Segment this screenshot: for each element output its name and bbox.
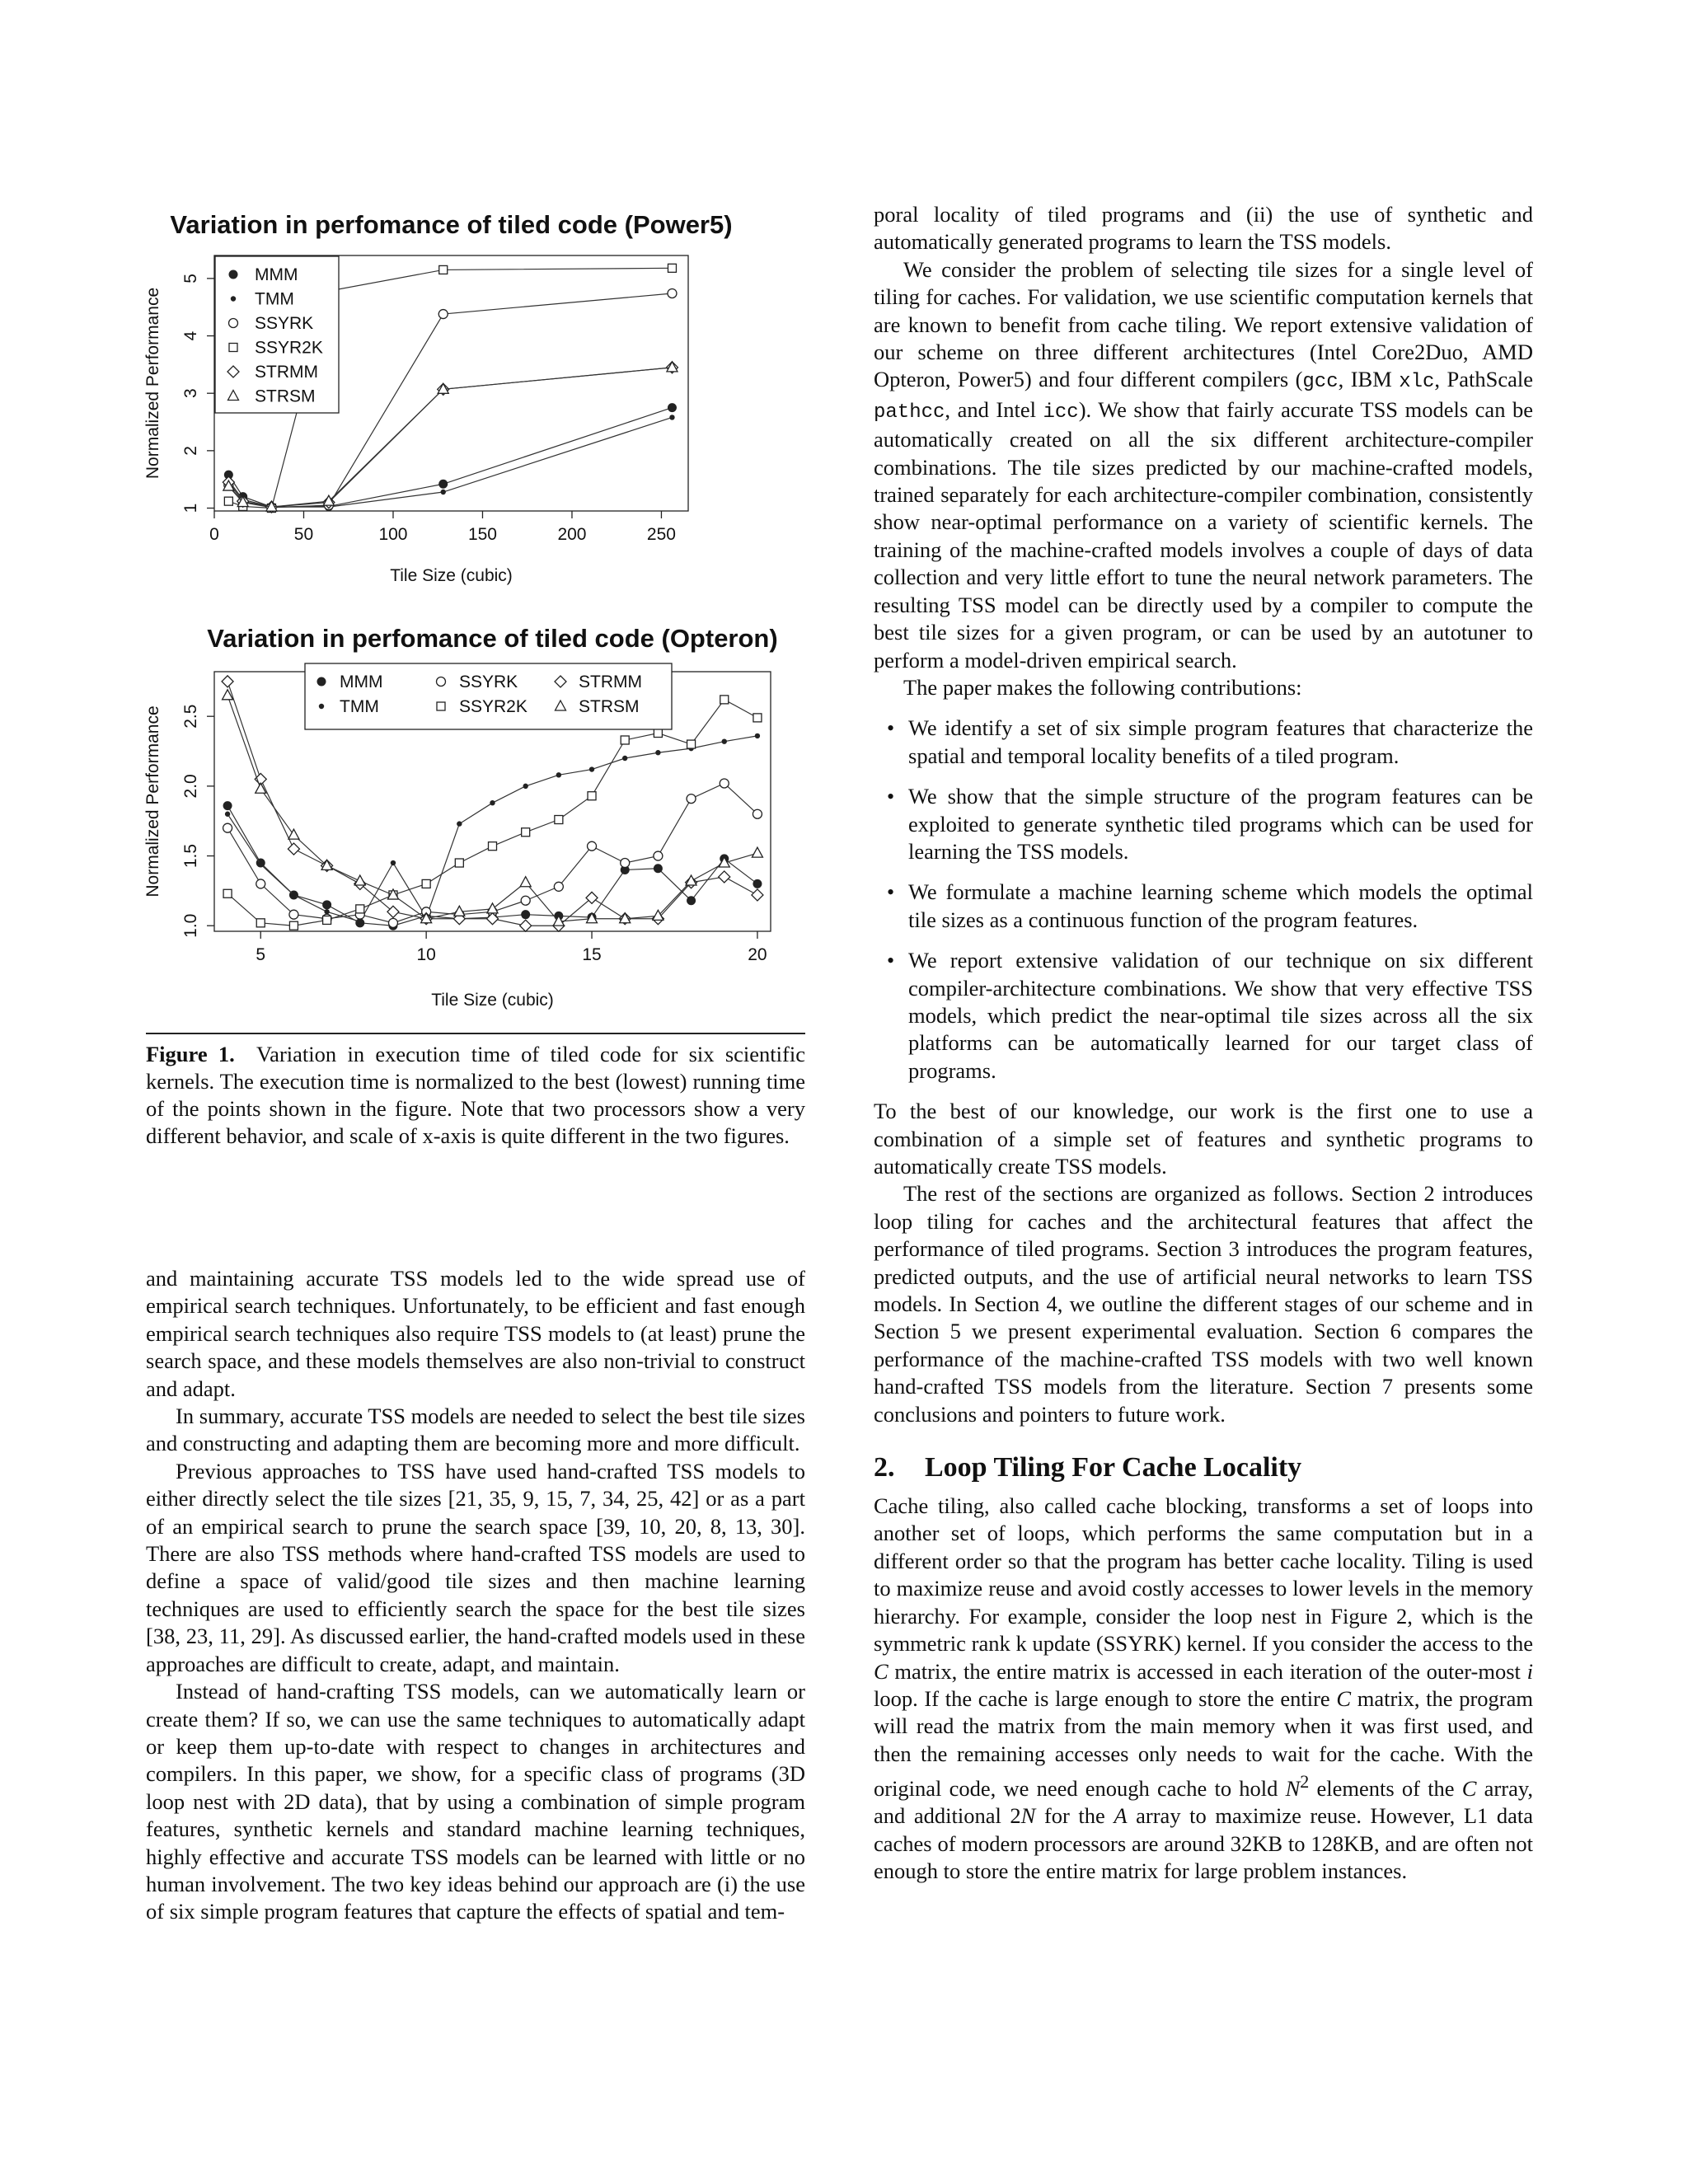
data-point: [391, 860, 396, 865]
paragraph: Instead of hand-crafting TSS models, can we automatically learn or create them? If so, we can use the same techniques to automatically adapt or keep them up-to-date with respect to changes in architectures and compilers. In this paper, we show, for a specific class of programs (3D loop nest with 2D data), that by using a combination of simple program features, synthetic kernels and standard machine learning techniques, highly effective and accurate TSS models can be learned with little or no human involvement. The two key ideas behind our approach are (i) the use of six simple program features that capture the effects of spatial and tem-: [146, 1679, 805, 1924]
data-point: [288, 829, 299, 839]
legend-label: STRSM: [579, 697, 640, 716]
list-item: • We report extensive validation of our technique on six different compiler-architecture combinations. We show that very effective TSS models, which predict the near-optimal tile sizes across all the six platforms can be automatically learned for our target class of programs.: [908, 947, 1533, 1085]
math-var: N: [1285, 1775, 1301, 1801]
y-tick-label: 2.5: [181, 704, 200, 729]
data-point: [354, 875, 365, 885]
section-title: Loop Tiling For Cache Locality: [925, 1452, 1302, 1483]
y-tick-label: 2.0: [181, 774, 200, 799]
data-point: [441, 490, 446, 494]
series-line: [227, 736, 757, 921]
math-var: C: [874, 1658, 889, 1684]
text-run: for the: [1035, 1803, 1114, 1829]
data-point: [687, 740, 696, 748]
list-item: • We formulate a machine learning scheme which models the optimal tile sizes as a continuous function of the program features.: [908, 879, 1533, 934]
data-point: [223, 823, 232, 832]
data-point: [752, 847, 762, 857]
data-point: [256, 879, 265, 888]
data-point: [556, 772, 561, 777]
data-point: [523, 784, 528, 789]
data-point: [589, 766, 594, 771]
data-point: [554, 882, 563, 891]
paragraph: Previous approaches to TSS have used hand-crafted TSS models to either directly select the tile sizes [21, 35, 9, 15, 7, 34, 25, 42] or as a part of an empirical search to prune the search space [39, 10, 20, 8, 13, 30]. There are also TSS methods where hand-crafted TSS models are used to define a space of valid/good tile sizes and then machine learning techniques are used to efficiently search the space for the best tile sizes [38, 23, 11, 29]. As discussed earlier, the hand-crafted models used in these approaches are difficult to create, adapt, and maintain.: [146, 1458, 805, 1676]
data-point: [438, 480, 448, 489]
data-point: [687, 896, 696, 905]
legend: [305, 663, 672, 729]
y-tick-label: 1.5: [181, 843, 200, 869]
data-point: [322, 900, 331, 909]
legend-marker: [229, 270, 238, 279]
data-point: [258, 862, 263, 867]
left-column: [146, 1265, 805, 1926]
data-point: [719, 871, 730, 883]
list-item: • We identify a set of six simple program features that characterize the spatial and temporal locality benefits of a tiled program.: [908, 715, 1533, 770]
paragraph: In summary, accurate TSS models are needed to select the best tile sizes and constructing and adapting them are becoming more and more difficult.: [146, 1404, 805, 1456]
data-point: [720, 779, 729, 788]
code-pathcc: pathcc: [874, 401, 945, 424]
data-point: [438, 310, 448, 319]
x-tick-label: 20: [748, 945, 767, 964]
code-xlc: xlc: [1399, 371, 1435, 394]
data-point: [324, 909, 329, 914]
math-var: C: [1461, 1775, 1477, 1801]
contributions-list: [874, 715, 1533, 1085]
text-run: elements of the: [1309, 1775, 1462, 1801]
text-run: matrix, the program will read the matrix from the main memory when it was first used, and then the remaining accesses only needs to wait for the cache. With the original code, we need enough cache to hold: [874, 1685, 1533, 1801]
data-point: [687, 794, 696, 804]
figure-caption-text: Variation in execution time of tiled code for six scientific kernels. The execution time is normalized to the best (lowest) running time of the points shown in the figure. Note that two processors show a very different behavior, and scale of x-axis is quite different in the two figures.: [146, 1042, 805, 1148]
x-tick-label: 250: [646, 525, 676, 544]
data-point: [755, 733, 760, 738]
data-point: [422, 879, 430, 888]
section-number: 2.: [874, 1452, 895, 1483]
legend-label: SSYRK: [255, 314, 314, 333]
data-point: [588, 841, 597, 851]
legend-label: STRMM: [255, 363, 318, 382]
legend-label: TMM: [255, 289, 294, 309]
data-point: [654, 864, 663, 873]
data-point: [457, 821, 462, 826]
y-tick-label: 1: [181, 503, 200, 513]
series-line: [228, 417, 672, 507]
data-point: [521, 896, 530, 905]
x-tick-label: 0: [209, 525, 219, 544]
text-run: Cache tiling, also called cache blocking, transforms a set of loops into another set of loops, which performs the same computation but in a different order so that the program has better cache locality. Tiling is used to maximize reuse and avoid costly accesses to lower levels in the memory hierarchy. For example, consider the loop nest in Figure 2, which is the symmetric rank k update (SSYRK) kernel. If you consider the access to the: [874, 1493, 1533, 1657]
data-point: [454, 906, 465, 916]
data-point: [654, 729, 662, 738]
y-tick-label: 4: [181, 330, 200, 341]
data-point: [489, 842, 497, 851]
math-var: i: [1526, 1658, 1533, 1684]
data-point: [289, 910, 298, 919]
x-axis-label: Tile Size (cubic): [390, 566, 513, 585]
series-mmm: [224, 403, 677, 512]
figure-label: Figure 1.: [146, 1042, 235, 1066]
y-axis-label: Normalized Performance: [143, 705, 162, 898]
y-axis-label: Normalized Performance: [143, 287, 162, 480]
data-point: [291, 893, 296, 898]
section-heading: [874, 1451, 1533, 1484]
data-point: [668, 264, 676, 272]
data-point: [522, 828, 530, 837]
data-point: [256, 919, 265, 927]
legend-label: STRSM: [255, 387, 316, 406]
y-tick-label: 3: [181, 388, 200, 399]
text-run: array to maximize reuse. However, L1 data caches of modern processors are around 32KB to 128KB, and are often not enough to store the entire matrix for large problem instances.: [874, 1803, 1533, 1884]
data-point: [622, 756, 627, 761]
data-point: [621, 736, 629, 744]
series-line: [227, 700, 757, 926]
legend-marker: [229, 319, 238, 328]
paragraph: The rest of the sections are organized as follows. Section 2 introduces loop tiling for caches and the architectural features that affect the performance of tiled programs. Section 3 introduces the program features, predicted outputs, and the use of artificial neural networks to learn TSS models. In Section 4, we outline the different stages of our scheme and in Section 5 we present experimental evaluation. Section 6 compares the performance of the machine-crafted TSS models with two well known hand-crafted TSS models from the literature. Section 7 presents some conclusions and pointers to future work.: [874, 1181, 1533, 1427]
text-run: array, and additional 2: [874, 1775, 1533, 1829]
legend-marker: [437, 677, 446, 687]
data-point: [224, 497, 232, 505]
legend-marker: [229, 344, 237, 352]
data-point: [555, 816, 563, 824]
legend-label: SSYR2K: [255, 338, 323, 358]
series-line: [228, 408, 672, 508]
chart-power5: [140, 202, 816, 598]
data-point: [588, 792, 596, 800]
chart-title: Variation in perfomance of tiled code (Power5): [170, 210, 733, 239]
code-gcc: gcc: [1302, 371, 1339, 394]
series-ssyr2k: [223, 696, 762, 930]
data-point: [439, 265, 448, 274]
legend-marker: [437, 702, 445, 710]
paragraph: and maintaining accurate TSS models led to the wide spread use of empirical search techniques. Unfortunately, to be efficient and fast enough empirical search techniques also require TSS models to (at least) prune the search space, and these models themselves are also non-trivial to construct and adapt.: [146, 1266, 805, 1401]
data-point: [288, 843, 299, 855]
paragraph: [874, 1493, 1533, 1886]
data-point: [621, 859, 630, 868]
data-point: [521, 910, 530, 919]
legend-label: MMM: [255, 265, 298, 284]
math-var: C: [1336, 1685, 1352, 1711]
legend-label: MMM: [340, 673, 383, 691]
data-point: [490, 800, 495, 805]
legend-label: TMM: [340, 697, 379, 716]
legend: [215, 256, 339, 413]
data-point: [487, 903, 498, 913]
data-point: [668, 288, 677, 298]
x-tick-label: 15: [582, 945, 602, 964]
right-column: [874, 201, 1533, 1886]
paragraph: The paper makes the following contributions:: [903, 674, 1302, 700]
x-tick-label: 150: [467, 525, 497, 544]
data-point: [669, 415, 674, 419]
data-point: [289, 921, 298, 930]
text-run: , PathScale: [1434, 367, 1533, 392]
x-tick-label: 100: [378, 525, 408, 544]
y-tick-label: 1.0: [181, 913, 200, 938]
legend-label: SSYR2K: [459, 697, 528, 716]
text-run: loop. If the cache is large enough to store the entire: [874, 1685, 1337, 1711]
text-run: ). We show that fairly accurate TSS models can be automatically created on all the six different architecture-compiler combinations. The tile sizes predicted by our machine-crafted models, trained separately for each architecture-compiler combination, consistently show near-optimal performance on a variety of scientific kernels. The training of the machine-crafted models involves a couple of days of data collection and very little effort to tune the neural network parameters. The resulting TSS model can be directly used by a compiler to compute the best tile sizes for a given program, or can be used by an autotuner to perform a model-driven empirical search.: [874, 396, 1533, 673]
data-point: [520, 877, 531, 887]
data-point: [654, 851, 663, 860]
x-tick-label: 200: [557, 525, 587, 544]
data-point: [323, 916, 331, 924]
text-run: , IBM: [1338, 367, 1400, 392]
data-point: [356, 905, 364, 913]
superscript: 2: [1300, 1771, 1310, 1793]
y-tick-label: 5: [181, 274, 200, 284]
x-axis-label: Tile Size (cubic): [431, 991, 554, 1010]
x-tick-label: 50: [293, 525, 314, 544]
math-var: A: [1114, 1803, 1128, 1829]
x-tick-label: 10: [416, 945, 436, 964]
paragraph: poral locality of tiled programs and (ii) the use of synthetic and automatically generated programs to learn the TSS models.: [874, 202, 1533, 255]
data-point: [668, 403, 677, 412]
data-point: [222, 676, 233, 687]
legend-marker: [317, 677, 326, 687]
text-run: matrix, the entire matrix is accessed in each iteration of the outer-most: [888, 1658, 1527, 1684]
data-point: [722, 738, 727, 743]
data-point: [752, 889, 763, 901]
figure-1-caption: [146, 1033, 805, 1150]
data-point: [753, 879, 762, 888]
legend-label: STRMM: [579, 673, 642, 691]
data-point: [753, 714, 762, 722]
data-point: [655, 750, 660, 755]
data-point: [520, 920, 532, 931]
data-point: [720, 696, 729, 704]
paragraph: [874, 256, 1533, 674]
data-point: [455, 859, 463, 867]
y-tick-label: 2: [181, 446, 200, 456]
data-point: [358, 919, 363, 924]
list-item: • We show that the simple structure of the program features can be exploited to generate synthetic tiled programs which can be used for learning the TSS models.: [908, 783, 1533, 865]
code-icc: icc: [1043, 401, 1079, 424]
legend-marker: [319, 704, 324, 709]
text-run: We consider the problem of selecting tile sizes for a single level of tiling for caches. For validation, we use scientific computation kernels that are known to benefit from cache tiling. We report extensive validation of our scheme on three different architectures (Intel Core2Duo, AMD Opteron, Power5) and four different compilers (: [874, 256, 1533, 392]
math-var: N: [1020, 1803, 1036, 1829]
data-point: [223, 889, 232, 898]
legend-marker: [231, 296, 236, 301]
data-point: [223, 801, 232, 810]
data-point: [388, 918, 397, 927]
text-run: , and Intel: [945, 396, 1043, 422]
data-point: [225, 812, 230, 817]
chart-title: Variation in perfomance of tiled code (Opteron): [207, 624, 778, 653]
data-point: [753, 809, 762, 818]
paragraph: To the best of our knowledge, our work is the first one to use a combination of a simple set of features and synthetic programs to automatically create TSS models.: [874, 1099, 1533, 1179]
chart-opteron: [140, 614, 816, 1022]
legend-label: SSYRK: [459, 673, 518, 691]
x-tick-label: 5: [256, 945, 266, 964]
